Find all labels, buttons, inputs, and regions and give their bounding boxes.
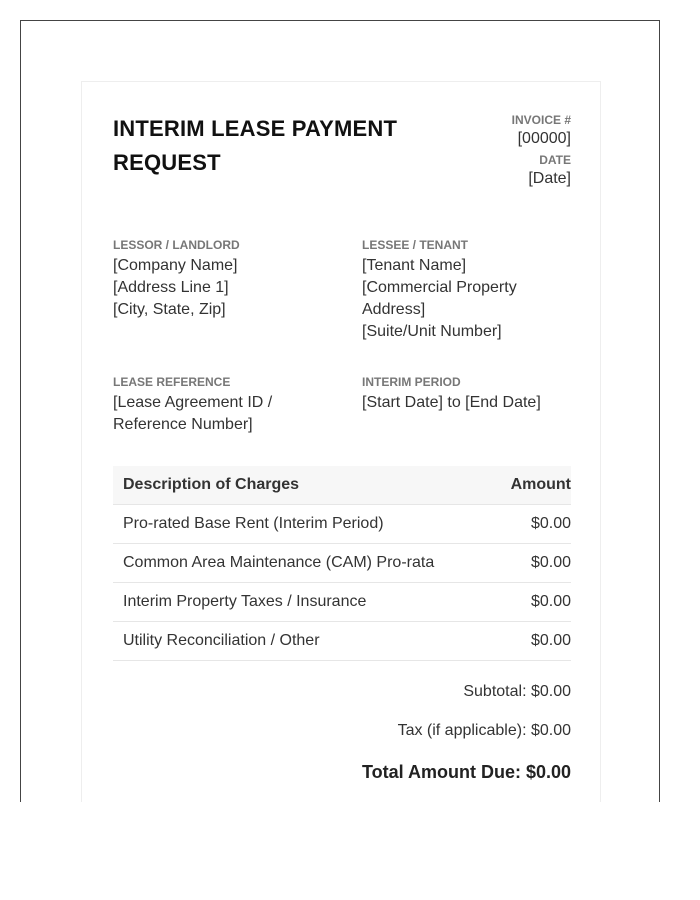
lease-reference-label: LEASE REFERENCE <box>113 375 231 389</box>
totals-block <box>113 682 571 784</box>
subtotal: Subtotal: $0.00 <box>463 683 571 700</box>
total-amount-due: Total Amount Due: $0.00 <box>361 762 571 782</box>
table-row <box>113 544 571 583</box>
charge-description: Utility Reconciliation / Other <box>113 622 498 661</box>
table-row <box>113 622 571 661</box>
charges-header-row <box>113 466 571 505</box>
invoice-date-label: DATE <box>539 153 571 167</box>
charge-description: Interim Property Taxes / Insurance <box>113 583 498 622</box>
lessee-block <box>362 237 571 343</box>
document-title: INTERIM LEASE PAYMENT REQUEST <box>113 116 398 175</box>
lessor-block <box>113 237 343 321</box>
lessor-line: [Address Line 1] <box>113 279 229 296</box>
invoice-number-label: INVOICE # <box>511 113 571 127</box>
invoice-sheet <box>81 81 601 802</box>
lessee-line: [Commercial Property Address] <box>362 279 517 318</box>
lessee-line: [Tenant Name] <box>362 257 467 274</box>
invoice-number-value: [00000] <box>517 130 571 147</box>
charge-description: Common Area Maintenance (CAM) Pro-rata <box>113 544 498 583</box>
invoice-date-value: [Date] <box>528 170 571 187</box>
lease-reference-block <box>113 374 343 436</box>
description-column-header: Description of Charges <box>113 466 498 505</box>
charge-amount: $0.00 <box>498 583 571 622</box>
table-row <box>113 505 571 544</box>
invoice-meta <box>461 112 571 192</box>
lessor-label: LESSOR / LANDLORD <box>113 238 240 252</box>
interim-period-value: [Start Date] to [End Date] <box>362 394 541 411</box>
interim-period-label: INTERIM PERIOD <box>362 375 461 389</box>
charges-table <box>113 466 571 661</box>
lessee-label: LESSEE / TENANT <box>362 238 469 252</box>
lessor-line: [City, State, Zip] <box>113 301 226 318</box>
lease-reference-value: [Lease Agreement ID / Reference Number] <box>113 394 273 433</box>
tax-amount: Tax (if applicable): $0.00 <box>397 722 571 739</box>
page-frame <box>20 20 660 802</box>
charge-amount: $0.00 <box>498 505 571 544</box>
amount-column-header: Amount <box>498 466 571 505</box>
charge-amount: $0.00 <box>498 544 571 583</box>
lessor-line: [Company Name] <box>113 257 238 274</box>
lessee-line: [Suite/Unit Number] <box>362 323 502 340</box>
charge-amount: $0.00 <box>498 622 571 661</box>
interim-period-block <box>362 374 571 414</box>
charge-description: Pro-rated Base Rent (Interim Period) <box>113 505 498 544</box>
table-row <box>113 583 571 622</box>
